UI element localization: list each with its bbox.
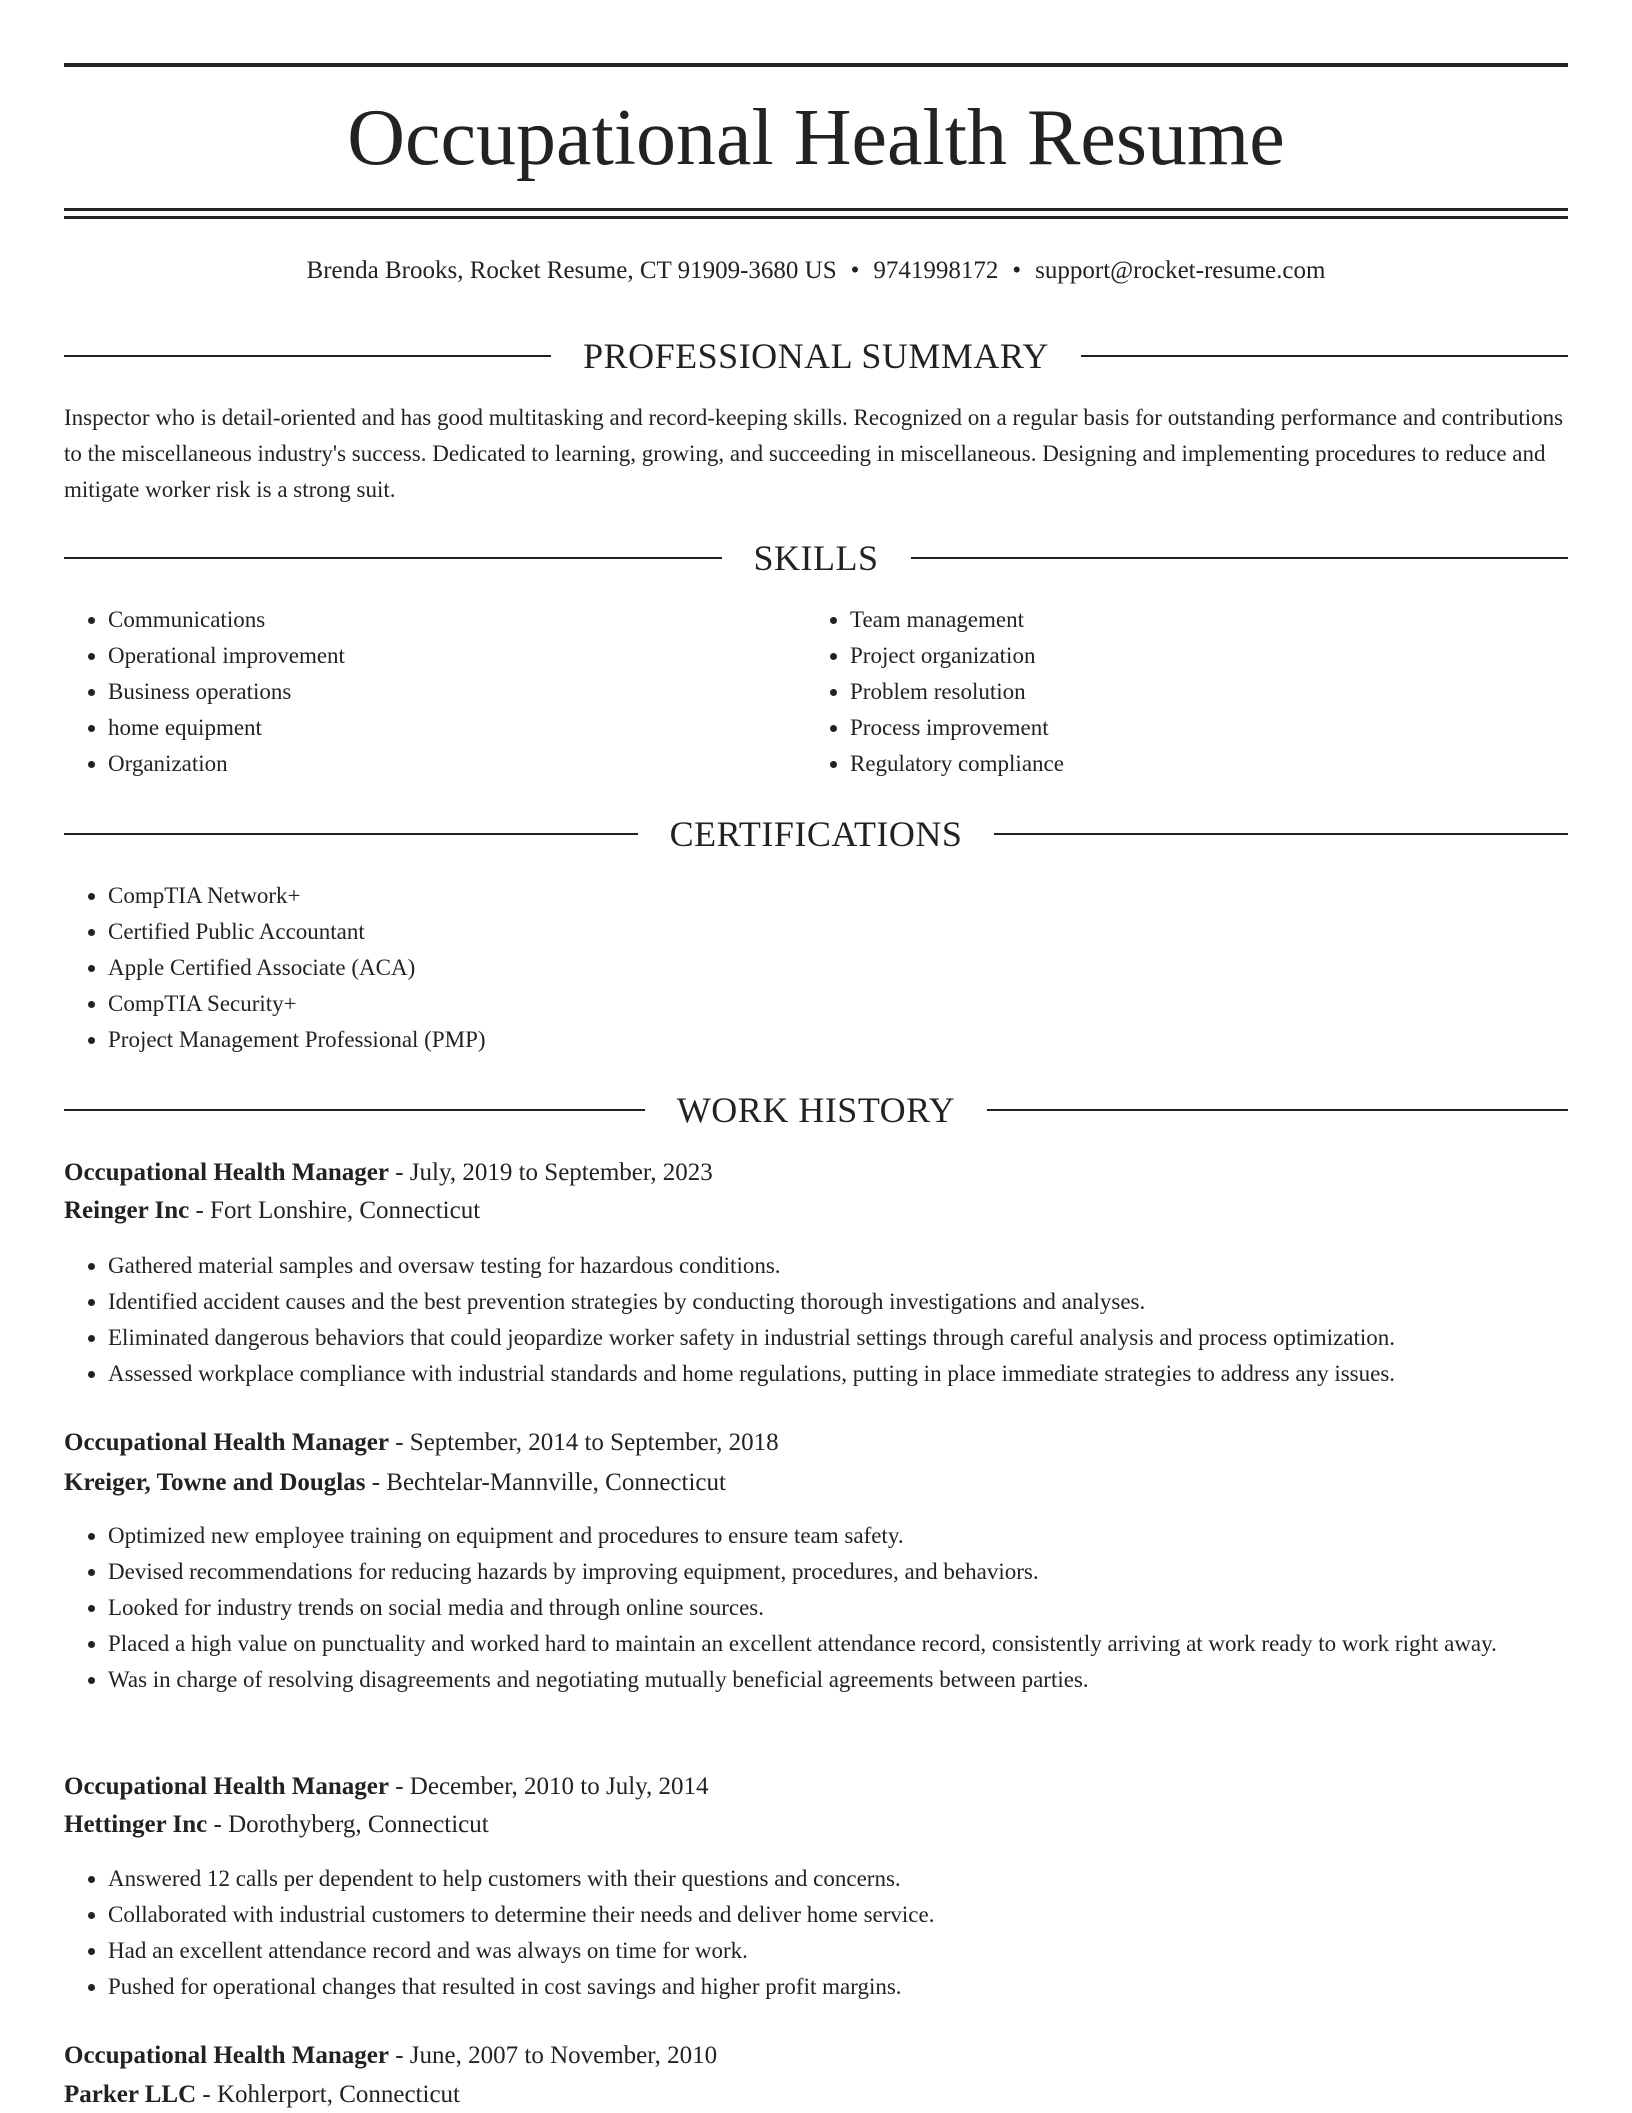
list-item: • Collaborated with industrial customers to determine their needs and deliver home service. bbox=[108, 1897, 1568, 1933]
job-location: - Kohlerport, Connecticut bbox=[202, 2081, 460, 2108]
list-item: • Problem resolution bbox=[850, 674, 1550, 710]
list-item: • Project organization bbox=[850, 638, 1550, 674]
job-role: Occupational Health Manager bbox=[64, 2042, 389, 2069]
skills-list-left bbox=[64, 602, 808, 782]
job-company: Reinger Inc bbox=[64, 1197, 190, 1224]
job-company-line bbox=[64, 1465, 1568, 1501]
job-title-line bbox=[64, 1155, 1568, 1191]
summary-text: Inspector who is detail-oriented and has good multitasking and record-keeping skills. Recognized on a regular basis for outstanding performance and contributions to the miscellaneous industry's success. Dedicated to learning, growing, and succeeding in miscellaneous. Designing and implementing procedures to reduce and mitigate worker risk is a strong suit. bbox=[64, 405, 1564, 502]
list-item: • Eliminated dangerous behaviors that could jeopardize worker safety in industrial settings through careful analysis and process optimization. bbox=[108, 1320, 1568, 1356]
job-title-line bbox=[64, 1425, 1568, 1461]
job-role: Occupational Health Manager bbox=[64, 1429, 389, 1456]
job-company: Hettinger Inc bbox=[64, 1811, 208, 1838]
contact-separator: • bbox=[1012, 257, 1022, 284]
list-item: • CompTIA Network+ bbox=[108, 878, 1568, 914]
job-dates: - September, 2014 to September, 2018 bbox=[395, 1429, 779, 1456]
list-item: • Gathered material samples and oversaw testing for hazardous conditions. bbox=[108, 1248, 1568, 1284]
page-title: Occupational Health Resume bbox=[347, 94, 1285, 182]
job-company-line bbox=[64, 1193, 1568, 1229]
job-title-line bbox=[64, 2038, 1568, 2074]
list-item: • Devised recommendations for reducing hazards by improving equipment, procedures, and behaviors. bbox=[108, 1554, 1568, 1590]
job-dates: - June, 2007 to November, 2010 bbox=[395, 2042, 718, 2069]
list-item: • Operational improvement bbox=[108, 638, 808, 674]
job-role: Occupational Health Manager bbox=[64, 1159, 389, 1186]
heading-rule bbox=[994, 833, 1568, 835]
title-rule-upper bbox=[64, 208, 1568, 211]
job-dates: - December, 2010 to July, 2014 bbox=[395, 1773, 709, 1800]
job-company: Kreiger, Towne and Douglas bbox=[64, 1469, 366, 1496]
heading-rule bbox=[64, 557, 722, 559]
list-item: • Project Management Professional (PMP) bbox=[108, 1022, 1568, 1058]
contact-email: support@rocket-resume.com bbox=[1035, 257, 1326, 284]
section-heading-certifications bbox=[64, 814, 1568, 854]
list-item: • Pushed for operational changes that resulted in cost savings and higher profit margins. bbox=[108, 1969, 1568, 2005]
heading-rule bbox=[911, 557, 1569, 559]
list-item: • Looked for industry trends on social media and through online sources. bbox=[108, 1590, 1568, 1626]
list-item: • Process improvement bbox=[850, 710, 1550, 746]
list-item: • Had an excellent attendance record and was always on time for work. bbox=[108, 1933, 1568, 1969]
list-item: • CompTIA Security+ bbox=[108, 986, 1568, 1022]
list-item: • Answered 12 calls per dependent to help customers with their questions and concerns. bbox=[108, 1861, 1568, 1897]
job-bullets bbox=[64, 1861, 1568, 2005]
job-dates: - July, 2019 to September, 2023 bbox=[395, 1159, 713, 1186]
contact-phone: 9741998172 bbox=[873, 257, 999, 284]
heading-rule bbox=[64, 355, 551, 357]
list-item: • Regulatory compliance bbox=[850, 746, 1550, 782]
job-role: Occupational Health Manager bbox=[64, 1773, 389, 1800]
list-item: • home equipment bbox=[108, 710, 808, 746]
section-heading-skills bbox=[64, 538, 1568, 578]
list-item: • Identified accident causes and the best prevention strategies by conducting thorough investigations and analyses. bbox=[108, 1284, 1568, 1320]
job-location: - Dorothyberg, Connecticut bbox=[213, 1811, 489, 1838]
section-heading-summary bbox=[64, 336, 1568, 376]
contact-line bbox=[64, 254, 1568, 288]
job-company: Parker LLC bbox=[64, 2081, 197, 2108]
list-item: • Optimized new employee training on equipment and procedures to ensure team safety. bbox=[108, 1518, 1568, 1554]
contact-separator: • bbox=[850, 257, 860, 284]
list-item: • Organization bbox=[108, 746, 808, 782]
list-item: • Team management bbox=[850, 602, 1550, 638]
title-rule-lower bbox=[64, 216, 1568, 219]
list-item: • Was in charge of resolving disagreements and negotiating mutually beneficial agreements between parties. bbox=[108, 1662, 1568, 1698]
skills-list-right bbox=[806, 602, 1550, 782]
job-title-line bbox=[64, 1769, 1568, 1805]
list-item: • Communications bbox=[108, 602, 808, 638]
job-location: - Fort Lonshire, Connecticut bbox=[195, 1197, 481, 1224]
list-item: • Placed a high value on punctuality and worked hard to maintain an excellent attendance record, consistently arriving at work ready to work right away. bbox=[108, 1626, 1568, 1662]
certifications-list bbox=[64, 878, 1568, 1058]
heading-label: PROFESSIONAL SUMMARY bbox=[583, 336, 1049, 376]
heading-label: SKILLS bbox=[753, 538, 879, 578]
job-bullets bbox=[64, 1248, 1568, 1392]
heading-label: CERTIFICATIONS bbox=[669, 814, 963, 854]
heading-rule bbox=[64, 1109, 645, 1111]
job-company-line bbox=[64, 2077, 1568, 2113]
heading-rule bbox=[987, 1109, 1568, 1111]
heading-rule bbox=[1081, 355, 1568, 357]
job-company-line bbox=[64, 1807, 1568, 1843]
list-item: • Certified Public Accountant bbox=[108, 914, 1568, 950]
contact-address: Brenda Brooks, Rocket Resume, CT 91909-3680 US bbox=[306, 257, 837, 284]
heading-rule bbox=[64, 833, 638, 835]
list-item: • Assessed workplace compliance with industrial standards and home regulations, putting in place immediate strategies to address any issues. bbox=[108, 1356, 1568, 1392]
list-item: • Apple Certified Associate (ACA) bbox=[108, 950, 1568, 986]
job-bullets bbox=[64, 1518, 1568, 1698]
list-item: • Business operations bbox=[108, 674, 808, 710]
job-location: - Bechtelar-Mannville, Connecticut bbox=[371, 1469, 726, 1496]
section-heading-work-history bbox=[64, 1090, 1568, 1130]
top-rule bbox=[64, 63, 1568, 67]
heading-label: WORK HISTORY bbox=[676, 1090, 956, 1130]
